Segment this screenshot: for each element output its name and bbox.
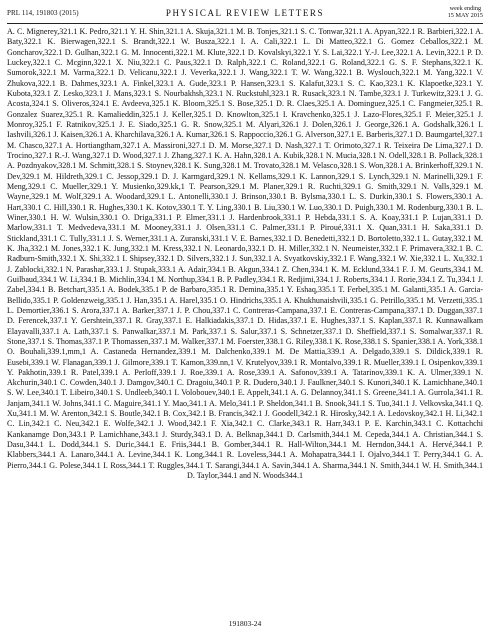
author-list: A. C. Mignerey,321.1 K. Pedro,321.1 Y. H. Shin,321.1 A. Skuja,321.1 M. B. Tonjes,321.1 S. C. Tonwar,321.1 A. Apyan,322.1 R. Barbieri,322.1 A. Baty,322.1 K. Bierwagen,322.1 S. Brandt,322.1 W. Busza,322.1 I. A. Cali,322.1 L. Di Matteo,322.1 G. Gomez Ceballos,322.1 M. Goncharov,322.1 D. Gulhan,322.1 G. M. Innocenti,322.1 M. Klute,322.1 D. Kovalskyi,322.1 Y. S. Lai,322.1 Y.-J. Lee,322.1 A. Levin,322.1 P. D. Luckey,322.1 C. Mcginn,322.1 X. Niu,322.1 C. Paus,322.1 D. Ralph,322.1 C. Roland,322.1 G. Roland,322.1 G. S. F. Stephans,322.1 K. Sumorok,322.1 M. Varma,322.1 D. Velicanu,322.1 J. Veverka,322.1 J. Wang,322.1 T. W. Wang,322.1 B. Wyslouch,322.1 M. Yang,322.1 V. Zhukova,322.1 B. Dahmes,323.1 A. Finkel,323.1 A. Gude,323.1 P. Hansen,323.1 S. Kalafut,323.1 S. C. Kao,323.1 K. Klapoetke,323.1 Y. Kubota,323.1 Z. Lesko,323.1 J. Mans,323.1 S. Nourbakhsh,323.1 N. Ruckstuhl,323.1 R. Rusack,323.1 N. Tambe,323.1 J. Turkewitz,323.1 J. G. Acosta,324.1 S. Oliveros,324.1 E. Avdeeva,325.1 K. Bloom,325.1 S. Bose,325.1 D. R. Claes,325.1 A. Dominguez,325.1 C. Fangmeier,325.1 R. Gonzalez Suarez,325.1 R. Kamalieddin,325.1 J. Keller,325.1 D. Knowlton,325.1 I. Kravchenko,325.1 J. Lazo-Flores,325.1 F. Meier,325.1 J. Monroy,325.1 F. Ratnikov,325.1 J. E. Siado,325.1 G. R. Snow,325.1 M. Alyari,326.1 J. Dolen,326.1 J. George,326.1 A. Godshalk,326.1 I. Iashvili,326.1 J. Kaisen,326.1 A. Kharchilava,326.1 A. Kumar,326.1 S. Rappoccio,326.1 G. Alverson,327.1 E. Barberis,327.1 D. Baumgartel,327.1 M. Chasco,327.1 A. Hortiangtham,327.1 A. Massironi,327.1 D. M. Morse,327.1 D. Nash,327.1 T. Orimoto,327.1 R. Teixeira De Lima,327.1 D. Trocino,327.1 R.-J. Wang,327.1 D. Wood,327.1 J. Zhang,327.1 K. A. Hahn,328.1 A. Kubik,328.1 N. Mucia,328.1 N. Odell,328.1 B. Pollack,328.1 A. Pozdnyakov,328.1 M. Schmitt,328.1 S. Stoynev,328.1 K. Sung,328.1 M. Trovato,328.1 M. Velasco,328.1 S. Won,328.1 A. Brinkerhoff,329.1 N. Dev,329.1 M. Hildreth,329.1 C. Jessop,329.1 D. J. Karmgard,329.1 N. Kellams,329.1 K. Lannon,329.1 S. Lynch,329.1 N. Marinelli,329.1 F. Meng,329.1 C. Mueller,329.1 Y. Musienko,329.kk,1 T. Pearson,329.1 M. Planer,329.1 R. Ruchti,329.1 G. Smith,329.1 N. Valls,329.1 M. Wayne,329.1 M. Wolf,329.1 A. Woodard,329.1 L. Antonelli,330.1 J. Brinson,330.1 B. Bylsma,330.1 L. S. Durkin,330.1 S. Flowers,330.1 A. Hart,330.1 C. Hill,330.1 R. Hughes,330.1 K. Kotov,330.1 T. Y. Ling,330.1 B. Liu,330.1 W. Luo,330.1 D. Puigh,330.1 M. Rodenburg,330.1 B. L. Winer,330.1 H. W. Wulsin,330.1 O. Driga,331.1 P. Elmer,331.1 J. Hardenbrook,331.1 P. Hebda,331.1 S. A. Koay,331.1 P. Lujan,331.1 D. Marlow,331.1 T. Medvedeva,331.1 M. Mooney,331.1 J. Olsen,331.1 C. Palmer,331.1 P. Piroué,331.1 X. Quan,331.1 H. Saka,331.1 D. Stickland,331.1 C. Tully,331.1 J. S. Werner,331.1 A. Zuranski,331.1 V. E. Barnes,332.1 D. Benedetti,332.1 D. Bortoletto,332.1 L. Gutay,332.1 M. K. Jha,332.1 M. Jones,332.1 K. Jung,332.1 M. Kress,332.1 N. Leonardo,332.1 D. H. Miller,332.1 N. Neumeister,332.1 F. Primavera,332.1 B. C. Radburn-Smith,332.1 X. Shi,332.1 I. Shipsey,332.1 D. Silvers,332.1 J. Sun,332.1 A. Svyatkovskiy,332.1 F. Wang,332.1 W. Xie,332.1 L. Xu,332.1 J. Zablocki,332.1 N. Parashar,333.1 J. Stupak,333.1 A. Adair,334.1 B. Akgun,334.1 Z. Chen,334.1 K. M. Ecklund,334.1 F. J. M. Geurts,334.1 M. Guilbaud,334.1 W. Li,334.1 B. Michlin,334.1 M. Northup,334.1 B. P. Padley,334.1 R. Redjimi,334.1 J. Roberts,334.1 J. Rorie,334.1 Z. Tu,334.1 J. Zabel,334.1 B. Betchart,335.1 A. Bodek,335.1 P. de Barbaro,335.1 R. Demina,335.1 Y. Eshaq,335.1 T. Ferbel,335.1 M. Galanti,335.1 A. Garcia-Bellido,335.1 P. Goldenzweig,335.1 J. Han,335.1 A. Harel,335.1 O. Hindrichs,335.1 A. Khukhunaishvili,335.1 G. Petrillo,335.1 M. Verzetti,335.1 L. Demortier,336.1 S. Arora,337.1 A. Barker,337.1 J. P. Chou,337.1 C. Contreras-Campana,337.1 E. Contreras-Campana,337.1 D. Duggan,337.1 D. Ferencek,337.1 Y. Gershtein,337.1 R. Gray,337.1 E. Halkiadakis,337.1 D. Hidas,337.1 E. Hughes,337.1 S. Kaplan,337.1 R. Kunnawalkam Elayavalli,337.1 A. Lath,337.1 S. Panwalkar,337.1 M. Park,337.1 S. Salur,337.1 S. Schnetzer,337.1 D. Sheffield,337.1 S. Somalwar,337.1 R. Stone,337.1 S. Thomas,337.1 P. Thomassen,337.1 M. Walker,337.1 M. Foerster,338.1 G. Riley,338.1 K. Rose,338.1 S. Spanier,338.1 A. York,338.1 O. Bouhali,339.1,mm,1 A. Castaneda Hernandez,339.1 M. Dalchenko,339.1 M. De Mattia,339.1 A. Delgado,339.1 S. Dildick,339.1 R. Eusebi,339.1 W. Flanagan,339.1 J. Gilmore,339.1 T. Kamon,339.nn,1 V. Krutelyov,339.1 R. Montalvo,339.1 R. Mueller,339.1 I. Osipenkov,339.1 Y. Pakhotin,339.1 R. Patel,339.1 A. Perloff,339.1 J. Roe,339.1 A. Rose,339.1 A. Safonov,339.1 A. Tatarinov,339.1 K. A. Ulmer,339.1 N. Akchurin,340.1 C. Cowden,340.1 J. Damgov,340.1 C. Dragoiu,340.1 P. R. Dudero,340.1 J. Faulkner,340.1 S. Kunori,340.1 K. Lamichhane,340.1 S. W. Lee,340.1 T. Libeiro,340.1 S. Undleeb,340.1 I. Volobouev,340.1 E. Appelt,341.1 A. G. Delannoy,341.1 S. Greene,341.1 A. Gurrola,341.1 R. Janjam,341.1 W. Johns,341.1 C. Maguire,341.1 Y. Mao,341.1 A. Melo,341.1 P. Sheldon,341.1 B. Snook,341.1 S. Tuo,341.1 J. Velkovska,341.1 Q. Xu,341.1 M. W. Arenton,342.1 S. Boutle,342.1 B. Cox,342.1 B. Francis,342.1 J. Goodell,342.1 R. Hirosky,342.1 A. Ledovskoy,342.1 H. Li,342.1 C. Lin,342.1 C. Neu,342.1 E. Wolfe,342.1 J. Wood,342.1 F. Xia,342.1 C. Clarke,343.1 R. Harr,343.1 P. E. Karchin,343.1 C. Kottachchi Kankanamge Don,343.1 P. Lamichhane,343.1 J. Sturdy,343.1 D. A. Belknap,344.1 D. Carlsmith,344.1 M. Cepeda,344.1 A. Christian,344.1 S. Dasu,344.1 L. Dodd,344.1 S. Duric,344.1 E. Friis,344.1 B. Gomber,344.1 R. Hall-Wilton,344.1 M. Herndon,344.1 A. Hervé,344.1 P. Klabbers,344.1 A. Lanaro,344.1 A. Levine,344.1 K. Long,344.1 R. Loveless,344.1 A. Mohapatra,344.1 I. Ojalvo,344.1 T. Perry,344.1 G. A. Pierro,344.1 G. Polese,344.1 I. Ross,344.1 T. Ruggles,344.1 T. Sarangi,344.1 A. Savin,344.1 A. Sharma,344.1 N. Smith,344.1 W. H. Smith,344.1 D. Taylor,344.1 and N. Woods344.1 [7, 27, 483, 481]
journal-reference: PRL 114, 191803 (2015) [7, 9, 79, 17]
issue-date-value: 15 MAY 2015 [447, 12, 483, 19]
issue-date [448, 5, 483, 19]
journal-name: PHYSICAL REVIEW LETTERS [165, 8, 325, 18]
author-list-block [7, 27, 483, 615]
week-ending-label: week ending [449, 5, 482, 12]
page-number: 191803-24 [228, 619, 262, 628]
page-header [0, 0, 490, 24]
header-rule [7, 23, 483, 24]
